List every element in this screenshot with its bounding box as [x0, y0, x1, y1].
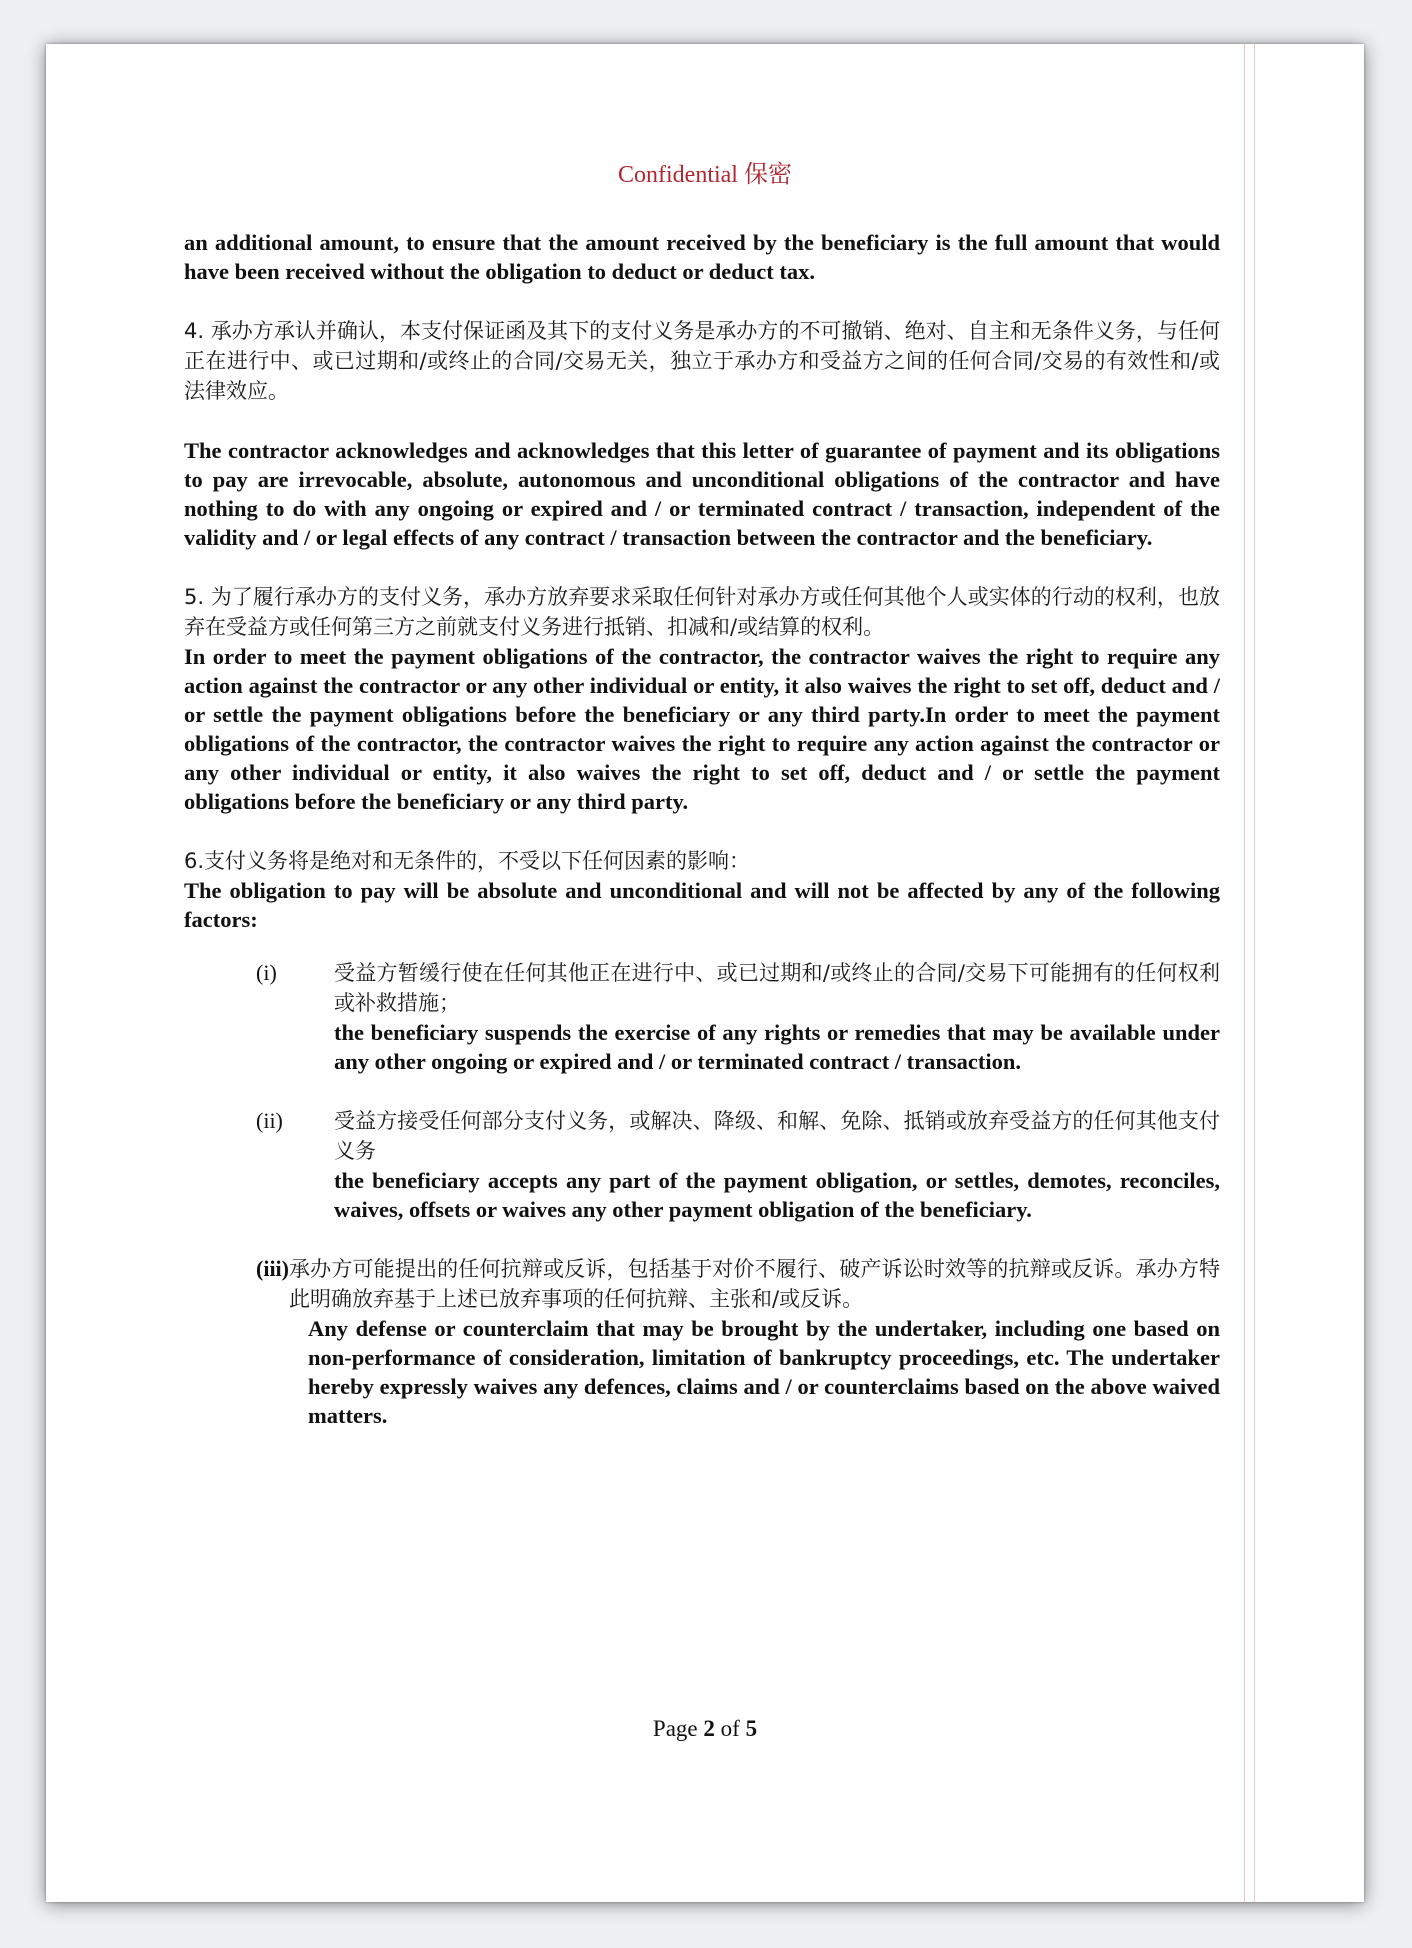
- section-4-zh: 4. 承办方承认并确认，本支付保证函及其下的支付义务是承办方的不可撤销、绝对、自主和无条件义务，与任何正在进行中、或已过期和/或终止的合同/交易无关，独立于承办方和受益方之间的任何合同/交易的有效性和/或法律效应。: [184, 319, 1220, 403]
- section-4-en: The contractor acknowledges and acknowledges that this letter of guarantee of payment and its obligations to pay are irrevocable, absolute, autonomous and unconditional obligations of the contractor and have nothing to do with any ongoing or expired and / or terminated contract / transaction, independent of the validity and / or legal effects of any contract / transaction between the contractor and the beneficiary.: [184, 438, 1220, 550]
- page-label: Page: [652, 1716, 704, 1741]
- page-of: of: [714, 1716, 746, 1741]
- list-item-en: Any defense or counterclaim that may be brought by the undertaker, including one based on non-performance of consideration, limitation of bankruptcy proceedings, etc. The undertaker hereby expressly waives any defences, claims and / or counterclaims based on the above waived matters.: [308, 1316, 1220, 1428]
- section-6-en: The obligation to pay will be absolute and unconditional and will not be affected by any of the following factors:: [184, 878, 1220, 932]
- list-item-number: (iii): [256, 1256, 289, 1281]
- current-page: 2: [703, 1716, 715, 1741]
- section-5-en: In order to meet the payment obligations of the contractor, the contractor waives the right to require any action against the contractor or any other individual or entity, it also waives the right to set off, deduct and / or settle the payment obligations before the beneficiary or any third party.In order to meet the payment obligations of the contractor, the contractor waives the right to require any action against the contractor or any other individual or entity, it also waives the right to set off, deduct and / or settle the payment obligations before the beneficiary or any third party.: [184, 644, 1220, 814]
- list-item-number: (i): [256, 960, 277, 985]
- list-item-zh: 承办方可能提出的任何抗辩或反诉，包括基于对价不履行、破产诉讼时效等的抗辩或反诉。承办方特此明确放弃基于上述已放弃事项的任何抗辩、主张和/或反诉。: [289, 1257, 1220, 1311]
- margin-line: [1254, 44, 1255, 1902]
- list-item-number: (ii): [256, 1108, 283, 1133]
- list-item-zh: 受益方暂缓行使在任何其他正在进行中、或已过期和/或终止的合同/交易下可能拥有的任何权利或补救措施；: [334, 961, 1220, 1015]
- list-item: [256, 1254, 1220, 1430]
- document-body: [184, 228, 1220, 1430]
- margin-line: [1244, 44, 1245, 1902]
- list-item-en: the beneficiary suspends the exercise of any rights or remedies that may be available under any other ongoing or expired and / or terminated contract / transaction.: [334, 1020, 1220, 1074]
- document-page: [46, 44, 1364, 1902]
- list-item-zh: 受益方接受任何部分支付义务，或解决、降级、和解、免除、抵销或放弃受益方的任何其他支付义务: [334, 1109, 1220, 1163]
- section-6-zh: 6.支付义务将是绝对和无条件的，不受以下任何因素的影响：: [184, 849, 751, 873]
- page-number: [46, 1716, 1364, 1742]
- list-item-en: the beneficiary accepts any part of the payment obligation, or settles, demotes, reconciles, waives, offsets or waives any other payment obligation of the beneficiary.: [334, 1168, 1220, 1222]
- section-5-zh: 5. 为了履行承办方的支付义务，承办方放弃要求采取任何针对承办方或任何其他个人或实体的行动的权利，也放弃在受益方或任何第三方之前就支付义务进行抵销、扣减和/或结算的权利。: [184, 585, 1220, 639]
- list-item: [256, 1106, 1220, 1224]
- continuation-paragraph: an additional amount, to ensure that the amount received by the beneficiary is the full amount that would have been received without the obligation to deduct or deduct tax.: [184, 230, 1220, 284]
- list-item: [256, 958, 1220, 1076]
- page-header: Confidential 保密: [618, 162, 792, 188]
- total-pages: 5: [745, 1716, 758, 1741]
